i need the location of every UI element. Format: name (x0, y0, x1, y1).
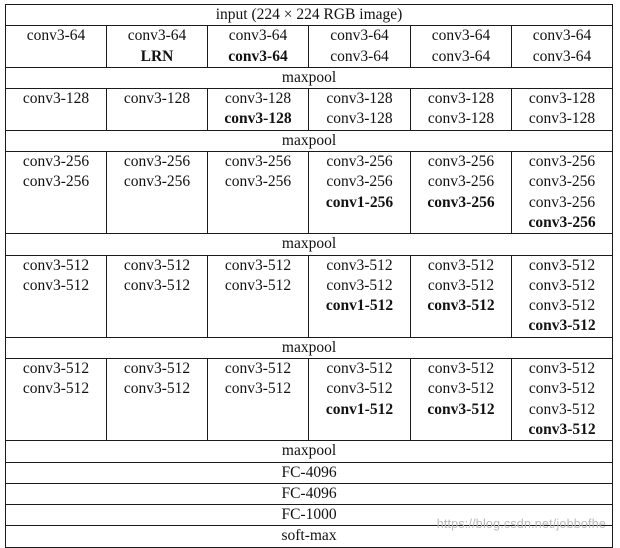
maxpool-row (6, 441, 613, 462)
config-cell (6, 89, 107, 131)
layer-label: conv3-128 (326, 110, 393, 128)
conv-block-row (6, 255, 613, 337)
layer-label: conv3-256 (326, 153, 393, 171)
layer-label: conv3-512 (22, 256, 90, 274)
config-cell (107, 26, 208, 68)
layer-label: conv3-128 (22, 90, 90, 108)
input-header-text: input (224 × 224 RGB image) (215, 6, 403, 23)
config-cell (309, 152, 411, 234)
maxpool-row (6, 234, 613, 255)
layer-label: conv3-512 (123, 276, 191, 294)
maxpool-label: maxpool (281, 131, 337, 149)
added-layer-label: conv1-256 (325, 193, 394, 211)
table-body (6, 5, 613, 548)
config-cell (208, 152, 309, 234)
maxpool-cell (6, 67, 613, 88)
layer-label: conv3-128 (427, 110, 495, 128)
config-cell (512, 152, 613, 234)
layer-label: conv3-256 (224, 153, 292, 171)
config-cell (309, 26, 411, 68)
added-layer-label: conv3-512 (427, 297, 495, 315)
layer-label: conv3-512 (123, 380, 191, 398)
added-layer-label: conv3-512 (528, 420, 596, 438)
layer-label: conv3-512 (427, 360, 495, 378)
layer-label: conv3-64 (127, 27, 187, 45)
layer-label: conv3-512 (326, 256, 393, 274)
classifier-label: FC-4096 (281, 463, 337, 481)
layer-label: conv3-64 (330, 47, 389, 65)
maxpool-label: maxpool (281, 442, 337, 460)
added-layer-label: conv3-512 (528, 317, 596, 335)
config-cell (6, 26, 107, 68)
layer-label: conv3-512 (528, 276, 596, 294)
conv-block-row (6, 26, 613, 68)
layer-label: conv3-512 (123, 256, 191, 274)
layer-label: conv3-512 (528, 380, 596, 398)
layer-label: conv3-512 (224, 256, 292, 274)
layer-label: conv3-512 (427, 256, 495, 274)
layer-label: conv3-128 (326, 90, 393, 108)
input-header-cell (6, 5, 613, 26)
layer-label: conv3-512 (528, 360, 596, 378)
config-cell (6, 359, 107, 441)
layer-label: conv3-512 (224, 276, 292, 294)
classifier-label: FC-4096 (281, 484, 337, 502)
config-cell (512, 359, 613, 441)
added-layer-label: conv3-64 (228, 47, 288, 65)
layer-label: conv3-256 (427, 173, 495, 191)
layer-label: conv3-64 (431, 47, 491, 65)
layer-label: conv3-64 (330, 27, 389, 45)
layer-label: conv3-128 (528, 110, 596, 128)
config-cell (411, 89, 512, 131)
maxpool-cell (6, 337, 613, 358)
config-cell (208, 359, 309, 441)
classifier-label: FC-1000 (281, 506, 337, 524)
config-cell (512, 89, 613, 131)
config-cell (309, 359, 411, 441)
layer-label: conv3-64 (26, 27, 86, 45)
layer-label: conv3-64 (228, 27, 288, 45)
layer-label: conv3-256 (326, 173, 393, 191)
conv-block-row (6, 89, 613, 131)
config-cell (6, 255, 107, 337)
config-cell (208, 255, 309, 337)
layer-label: conv3-64 (532, 47, 592, 65)
layer-label: conv3-256 (224, 173, 292, 191)
layer-label: conv3-512 (326, 380, 393, 398)
config-cell (309, 255, 411, 337)
watermark-text: https://blog.csdn.net/jobbofhe (436, 517, 606, 531)
layer-label: conv3-256 (123, 173, 191, 191)
layer-label: conv3-128 (123, 90, 191, 108)
maxpool-row (6, 337, 613, 358)
layer-label: conv3-256 (22, 173, 90, 191)
layer-label: conv3-256 (528, 193, 596, 211)
config-cell (512, 26, 613, 68)
layer-label: conv3-256 (528, 173, 596, 191)
layer-label: conv3-64 (431, 27, 491, 45)
config-cell (411, 255, 512, 337)
layer-label: conv3-256 (427, 153, 495, 171)
maxpool-row (6, 67, 613, 88)
config-cell (107, 359, 208, 441)
config-cell (512, 255, 613, 337)
header-row (6, 5, 613, 26)
layer-label: conv3-512 (22, 380, 90, 398)
config-cell (208, 89, 309, 131)
vgg-architecture-table (5, 4, 613, 548)
layer-label: conv3-512 (22, 276, 90, 294)
layer-label: conv3-512 (224, 380, 292, 398)
layer-label: conv3-512 (326, 360, 393, 378)
layer-label: conv3-128 (528, 90, 596, 108)
classifier-row (6, 483, 613, 504)
maxpool-cell (6, 234, 613, 255)
conv-block-row (6, 152, 613, 234)
layer-label: conv3-512 (326, 276, 393, 294)
layer-label: conv3-512 (22, 360, 90, 378)
maxpool-label: maxpool (281, 338, 337, 356)
config-cell (107, 89, 208, 131)
layer-label: conv3-512 (427, 380, 495, 398)
added-layer-label: LRN (140, 47, 174, 65)
config-cell (107, 152, 208, 234)
added-layer-label: conv3-256 (528, 213, 596, 231)
layer-label: conv3-256 (528, 153, 596, 171)
classifier-row (6, 462, 613, 483)
layer-label: conv3-512 (123, 360, 191, 378)
maxpool-row (6, 130, 613, 151)
maxpool-label: maxpool (281, 68, 337, 86)
maxpool-label: maxpool (281, 235, 337, 253)
classifier-cell (6, 462, 613, 483)
added-layer-label: conv1-512 (325, 400, 394, 418)
layer-label: conv3-256 (123, 153, 191, 171)
config-cell (6, 152, 107, 234)
added-layer-label: conv3-256 (427, 193, 495, 211)
config-cell (208, 26, 309, 68)
added-layer-label: conv1-512 (325, 297, 394, 315)
config-cell (309, 89, 411, 131)
layer-label: conv3-256 (22, 153, 90, 171)
added-layer-label: conv3-128 (224, 110, 292, 128)
maxpool-cell (6, 441, 613, 462)
config-cell (411, 26, 512, 68)
layer-label: conv3-512 (528, 256, 596, 274)
conv-block-row (6, 359, 613, 441)
config-cell (107, 255, 208, 337)
config-cell (411, 359, 512, 441)
added-layer-label: conv3-512 (427, 400, 495, 418)
classifier-cell (6, 483, 613, 504)
layer-label: conv3-512 (528, 297, 596, 315)
layer-label: conv3-64 (532, 27, 592, 45)
layer-label: conv3-128 (427, 90, 495, 108)
layer-label: conv3-512 (427, 276, 495, 294)
layer-label: conv3-128 (224, 90, 292, 108)
config-cell (411, 152, 512, 234)
classifier-label: soft-max (281, 527, 337, 545)
maxpool-cell (6, 130, 613, 151)
layer-label: conv3-512 (224, 360, 292, 378)
layer-label: conv3-512 (528, 400, 596, 418)
